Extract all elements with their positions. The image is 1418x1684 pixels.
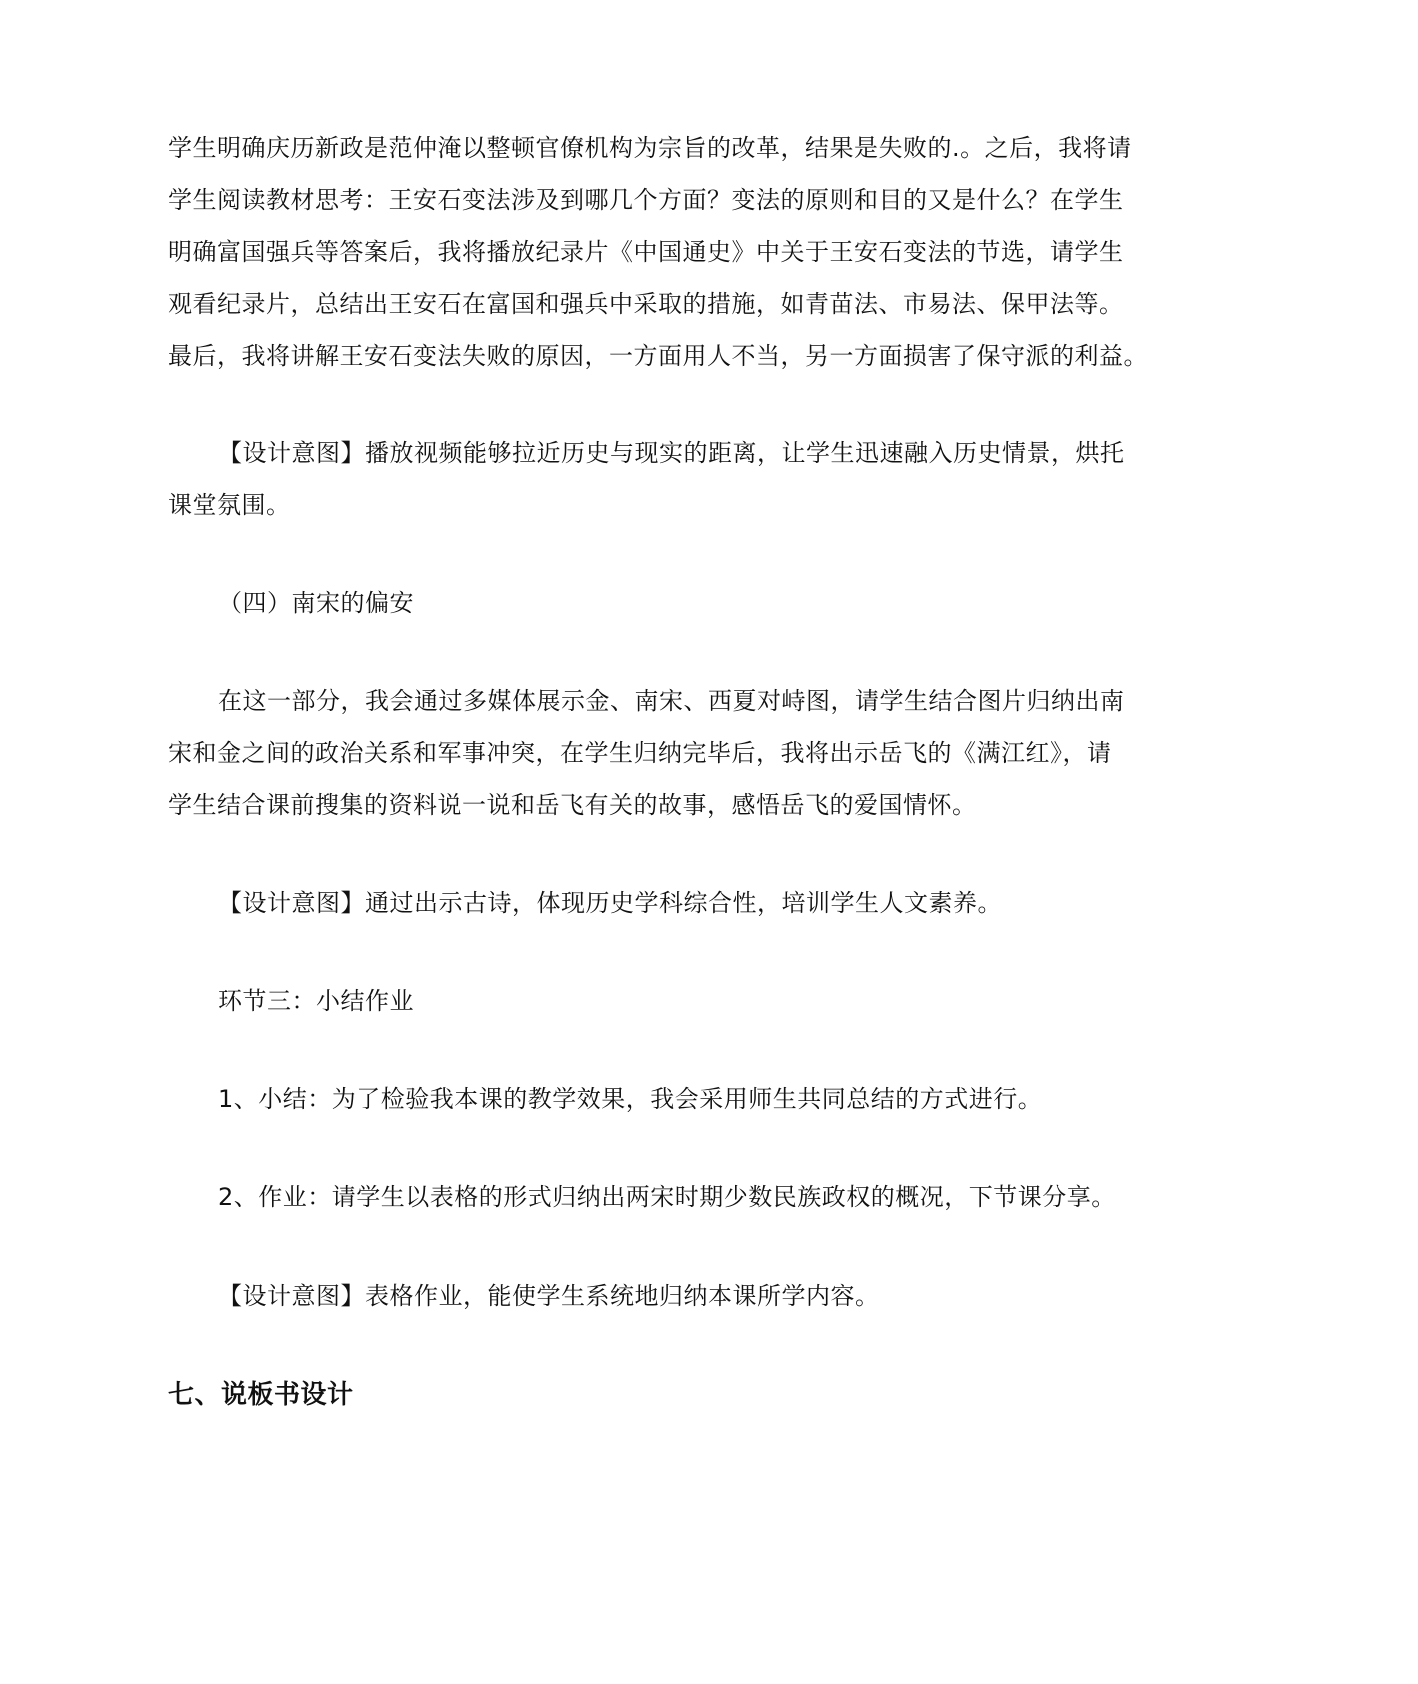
section-heading xyxy=(168,1369,1168,1421)
subheading-summary-homework xyxy=(168,975,1168,1027)
section-heading-text: 七、说板书设计 xyxy=(168,1380,354,1410)
text-line: 【设计意图】通过出示古诗，体现历史学科综合性，培训学生人文素养。 xyxy=(218,889,1002,917)
text-line: 2、作业：请学生以表格的形式归纳出两宋时期少数民族政权的概况，下节课分享。 xyxy=(218,1183,1116,1211)
paragraph-wang-anshi-reform xyxy=(168,122,1168,382)
text-line: 学生明确庆历新政是范仲淹以整顿官僚机构为宗旨的改革，结果是失败的.。之后，我将请 xyxy=(168,134,1132,162)
subheading-southern-song xyxy=(168,577,1168,629)
text-line: 【设计意图】播放视频能够拉近历史与现实的距离，让学生迅速融入历史情景，烘托 xyxy=(218,439,1125,467)
text-line: 观看纪录片，总结出王安石在富国和强兵中采取的措施，如青苗法、市易法、保甲法等。 xyxy=(168,290,1124,318)
text-line: 最后，我将讲解王安石变法失败的原因，一方面用人不当，另一方面损害了保守派的利益。 xyxy=(168,342,1148,370)
text-line: （四）南宋的偏安 xyxy=(218,589,414,617)
text-line: 在这一部分，我会通过多媒体展示金、南宋、西夏对峙图，请学生结合图片归纳出南 xyxy=(218,687,1125,715)
text-line: 课堂氛围。 xyxy=(168,491,291,519)
text-line: 明确富国强兵等答案后，我将播放纪录片《中国通史》中关于王安石变法的节选，请学生 xyxy=(168,238,1124,266)
paragraph-design-intent-table xyxy=(168,1270,1168,1322)
paragraph-homework xyxy=(168,1171,1168,1223)
paragraph-summary xyxy=(168,1073,1168,1125)
paragraph-southern-song xyxy=(168,675,1168,831)
paragraph-design-intent-poem xyxy=(168,877,1168,929)
text-line: 宋和金之间的政治关系和军事冲突，在学生归纳完毕后，我将出示岳飞的《满江红》，请 xyxy=(168,739,1112,767)
text-line: 环节三：小结作业 xyxy=(218,987,414,1015)
text-line: 1、小结：为了检验我本课的教学效果，我会采用师生共同总结的方式进行。 xyxy=(218,1085,1043,1113)
text-line: 【设计意图】表格作业，能使学生系统地归纳本课所学内容。 xyxy=(218,1282,880,1310)
paragraph-design-intent-video xyxy=(168,427,1168,531)
text-line: 学生结合课前搜集的资料说一说和岳飞有关的故事，感悟岳飞的爱国情怀。 xyxy=(168,791,977,819)
text-line: 学生阅读教材思考：王安石变法涉及到哪几个方面？变法的原则和目的又是什么？在学生 xyxy=(168,186,1124,214)
